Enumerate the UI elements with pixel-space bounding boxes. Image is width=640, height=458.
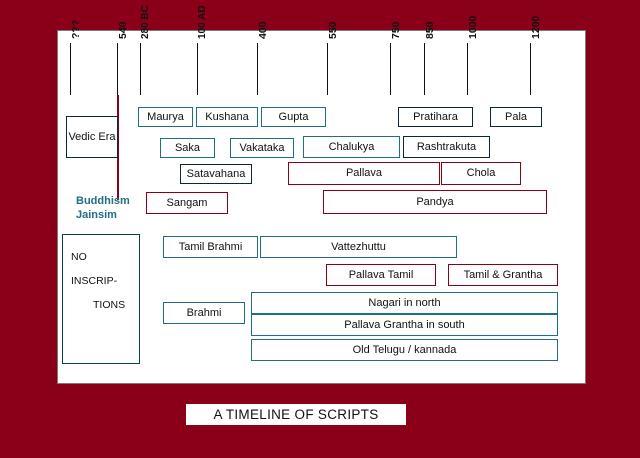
tick-mark-10 — [530, 43, 531, 95]
dynasty-box-pratihara — [398, 107, 473, 127]
script-box-old-telugu-kannada — [251, 339, 558, 361]
script-label: Vattezhuttu — [331, 240, 386, 253]
tick-mark-6 — [327, 43, 328, 95]
dynasty-label: Saka — [174, 141, 201, 154]
dynasty-label: Vedic Era — [68, 130, 116, 143]
dynasty-box-vedic-era — [66, 116, 118, 158]
script-box-tamil-grantha — [448, 264, 558, 286]
script-box-vattezhuttu — [260, 236, 457, 258]
script-box-nagari-in-north — [251, 292, 558, 314]
diagram-title — [185, 403, 407, 426]
dynasty-label: Gupta — [278, 110, 309, 123]
dynasty-box-maurya — [138, 107, 193, 127]
dynasty-label: Pandya — [416, 195, 454, 208]
dynasty-label: Sangam — [166, 196, 208, 209]
dynasty-label: Pala — [504, 110, 528, 123]
script-label: Nagari in north — [368, 296, 441, 309]
religion-jainism-label: Jainsim — [76, 209, 117, 222]
dynasty-box-satavahana — [180, 164, 252, 184]
dynasty-box-sangam — [146, 192, 228, 214]
dynasty-label: Pallava — [345, 167, 383, 180]
dynasty-box-gupta — [261, 107, 326, 127]
religion-buddhism-label: Buddhism — [76, 195, 130, 207]
tick-mark-5 — [257, 43, 258, 95]
tick-mark-7 — [390, 43, 391, 95]
dynasty-label: Rashtrakuta — [416, 140, 477, 153]
dynasty-box-vakataka — [230, 138, 294, 158]
dynasty-label: Chola — [466, 167, 496, 180]
tick-mark-2 — [117, 43, 118, 95]
dynasty-label: Maurya — [147, 110, 184, 123]
script-box-brahmi — [163, 302, 245, 324]
dynasty-label: Vakataka — [239, 141, 285, 154]
dynasty-box-chalukya — [303, 136, 400, 158]
dynasty-label: Kushana — [205, 110, 249, 123]
dynasty-label: Pratihara — [413, 110, 458, 123]
dynasty-box-pandya — [323, 190, 547, 214]
tick-mark-9 — [467, 43, 468, 95]
no-inscriptions-line-3: TIONS — [93, 299, 126, 312]
dynasty-box-pala — [490, 107, 542, 127]
dynasty-label: Chalukya — [328, 140, 375, 153]
script-box-pallava-tamil — [326, 264, 436, 286]
script-label: Tamil & Grantha — [463, 268, 543, 281]
diagram-title-text: A TIMELINE OF SCRIPTS — [213, 407, 379, 422]
script-box-tamil-brahmi — [163, 236, 258, 258]
script-label: Old Telugu / kannada — [352, 343, 457, 356]
dynasty-box-kushana — [196, 107, 258, 127]
script-label: Brahmi — [186, 306, 222, 319]
no-inscriptions-box — [62, 234, 140, 364]
no-inscriptions-line-1: NO — [71, 251, 87, 263]
dynasty-box-chola — [441, 162, 521, 185]
script-label: Tamil Brahmi — [178, 240, 243, 253]
tick-mark-3 — [140, 43, 141, 95]
dynasty-label: Satavahana — [186, 167, 246, 180]
religions-label — [76, 194, 130, 223]
dynasty-box-rashtrakuta — [403, 136, 490, 158]
script-label: Pallava Grantha in south — [344, 318, 465, 331]
tick-mark-4 — [197, 43, 198, 95]
script-box-pallava-grantha-in-south — [251, 314, 558, 336]
script-label: Pallava Tamil — [348, 268, 414, 281]
dynasty-box-pallava — [288, 162, 440, 185]
timeline-canvas: ??? 540 280 BC 100 AD 400 550 750 850 1000 1200 Vedic Era Maurya Kushana Gupta Pratihara Pala Saka Vakataka Chalukya Rashtrakuta Satavahana Pallava Chola Sangam Pandya Buddhism Jainsim NO INSCRIP- TIONS Tamil Brahmi Vattezhuttu Pallava Tamil Tamil & Grantha Brahmi Nagari in north Pallava Grantha in south Old Telugu / kannada — [57, 30, 586, 384]
tick-mark-8 — [424, 43, 425, 95]
no-inscriptions-line-2: INSCRIP- — [71, 275, 118, 288]
tick-mark-1 — [70, 43, 71, 95]
dynasty-box-saka — [160, 138, 215, 158]
